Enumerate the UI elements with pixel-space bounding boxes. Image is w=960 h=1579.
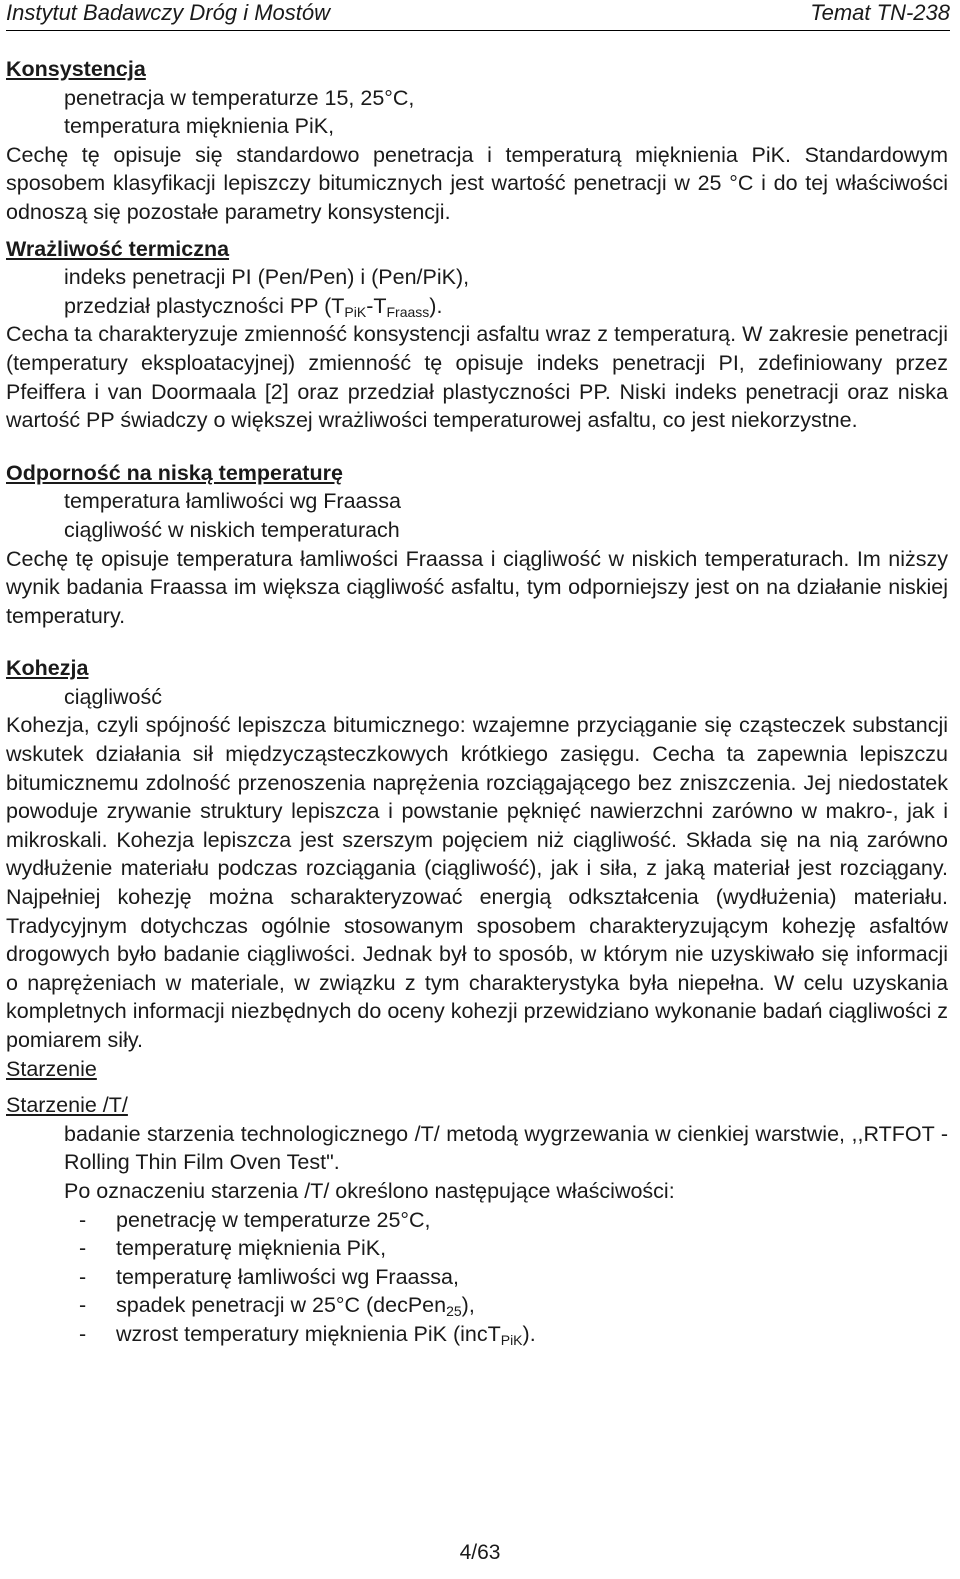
list-item: indeks penetracji PI (Pen/Pen) i (Pen/PiK), bbox=[64, 265, 470, 290]
document-body bbox=[6, 55, 948, 1349]
bullet-item: - penetrację w temperaturze 25°C, bbox=[79, 1207, 431, 1232]
section-heading-kohezja: Kohezja bbox=[6, 656, 89, 681]
header-institute: Instytut Badawczy Dróg i Mostów bbox=[6, 0, 331, 25]
list-item: penetracja w temperaturze 15, 25°C, bbox=[64, 85, 415, 110]
list-item: ciągliwość w niskich temperaturach bbox=[64, 517, 400, 542]
paragraph: Kohezja, czyli spójność lepiszcza bitumicznego: wzajemne przyciąganie się cząsteczek substancji wskutek działania sił międzycząsteczkowych krótkiego zasięgu. Cecha ta zapewnia lepiszczu bitumicznemu zdolność przenoszenia naprężenia rozciągającego bez zniszczenia. Jej niedostatek powoduje zrywanie struktury lepiszcza i powstanie pęknięć nawierzchni zarówno w makro-, jak i mikroskali. Kohezja lepiszcza jest szerszym pojęciem niż ciągliwość. Składa się na nią zarówno wydłużenie materiału podczas rozciągania (ciągliwość), jak i siła, z jaką materiał jest rozciągany. Najpełniej kohezję można scharakteryzować energią odkształcenia (wydłużenia) materiału. Tradycyjnym dotychczas ogólnie stosowanym sposobem charakteryzującym kohezję asfaltów drogowych było badanie ciągliwości. Jednak był to sposób, w którym nie uzyskiwało się informacji o naprężeniach w materiale, w związku z tym charakterystyka była niepełna. W celu uzyskania kompletnych informacji niezbędnych do oceny kohezji przewidziano wykonanie badań ciągliwości z pomiarem siły. bbox=[6, 713, 948, 1052]
paragraph: Cechę tę opisuje się standardowo penetracja i temperaturą mięknienia PiK. Standardowym sposobem klasyfikacji lepiszczy bitumicznych jest wartość penetracji w 25 °C i do tej właściwości odnoszą się pozostałe parametry konsystencji. bbox=[6, 142, 948, 224]
header-topic: Temat TN-238 bbox=[810, 0, 950, 25]
bullet-item: - temperaturę mięknienia PiK, bbox=[79, 1236, 387, 1261]
bullet-item: - temperaturę łamliwości wg Fraassa, bbox=[79, 1264, 459, 1289]
section-heading-odpornosc: Odporność na niską temperaturę bbox=[6, 460, 343, 485]
paragraph: Po oznaczeniu starzenia /T/ określono następujące właściwości: bbox=[64, 1178, 675, 1203]
paragraph: Cecha ta charakteryzuje zmienność konsystencji asfaltu wraz z temperaturą. W zakresie penetracji (temperatury eksploatacyjnej) zmienność tę opisuje indeks penetracji PI, zdefiniowany przez Pfeiffera i van Doormaala [2] oraz przedział plastyczności PP. Niski indeks penetracji oraz niska wartość PP świadczy o większej wrażliwości temperaturowej asfaltu, co jest niekorzystne. bbox=[6, 322, 948, 433]
list-item: przedział plastyczności PP $(T_{PiK}-T_{Fraass})$. bbox=[64, 293, 443, 320]
list-item: temperatura łamliwości wg Fraassa bbox=[64, 489, 401, 514]
list-item: ciągliwość bbox=[64, 684, 162, 709]
page-number: 4/63 bbox=[459, 1541, 501, 1564]
bullet-item: - spadek penetracji w 25°C (decPen$_{25}$), bbox=[79, 1293, 475, 1320]
paragraph: badanie starzenia technologicznego /T/ metodą wygrzewania w cienkiej warstwie, ,,RTFOT - Rolling Thin Film Oven Test". bbox=[64, 1121, 948, 1175]
bullet-item: - wzrost temperatury mięknienia PiK (incT$_{PiK}$). bbox=[79, 1321, 536, 1348]
section-heading-konsystencja: Konsystencja bbox=[6, 57, 146, 81]
section-heading-wrazliwosc: Wrażliwość termiczna bbox=[6, 236, 230, 261]
paragraph: Cechę tę opisuje temperatura łamliwości Fraassa i ciągliwość w niskich temperaturach. Im niższy wynik badania Fraassa im większa ciągliwość asfaltu, tym odporniejszy jest on na działanie niskiej temperatury. bbox=[6, 546, 948, 628]
section-heading-starzenie-t: Starzenie /T/ bbox=[6, 1093, 128, 1118]
list-item: temperatura mięknienia PiK, bbox=[64, 114, 335, 139]
page-header bbox=[6, 0, 950, 31]
section-heading-starzenie: Starzenie bbox=[6, 1056, 97, 1081]
